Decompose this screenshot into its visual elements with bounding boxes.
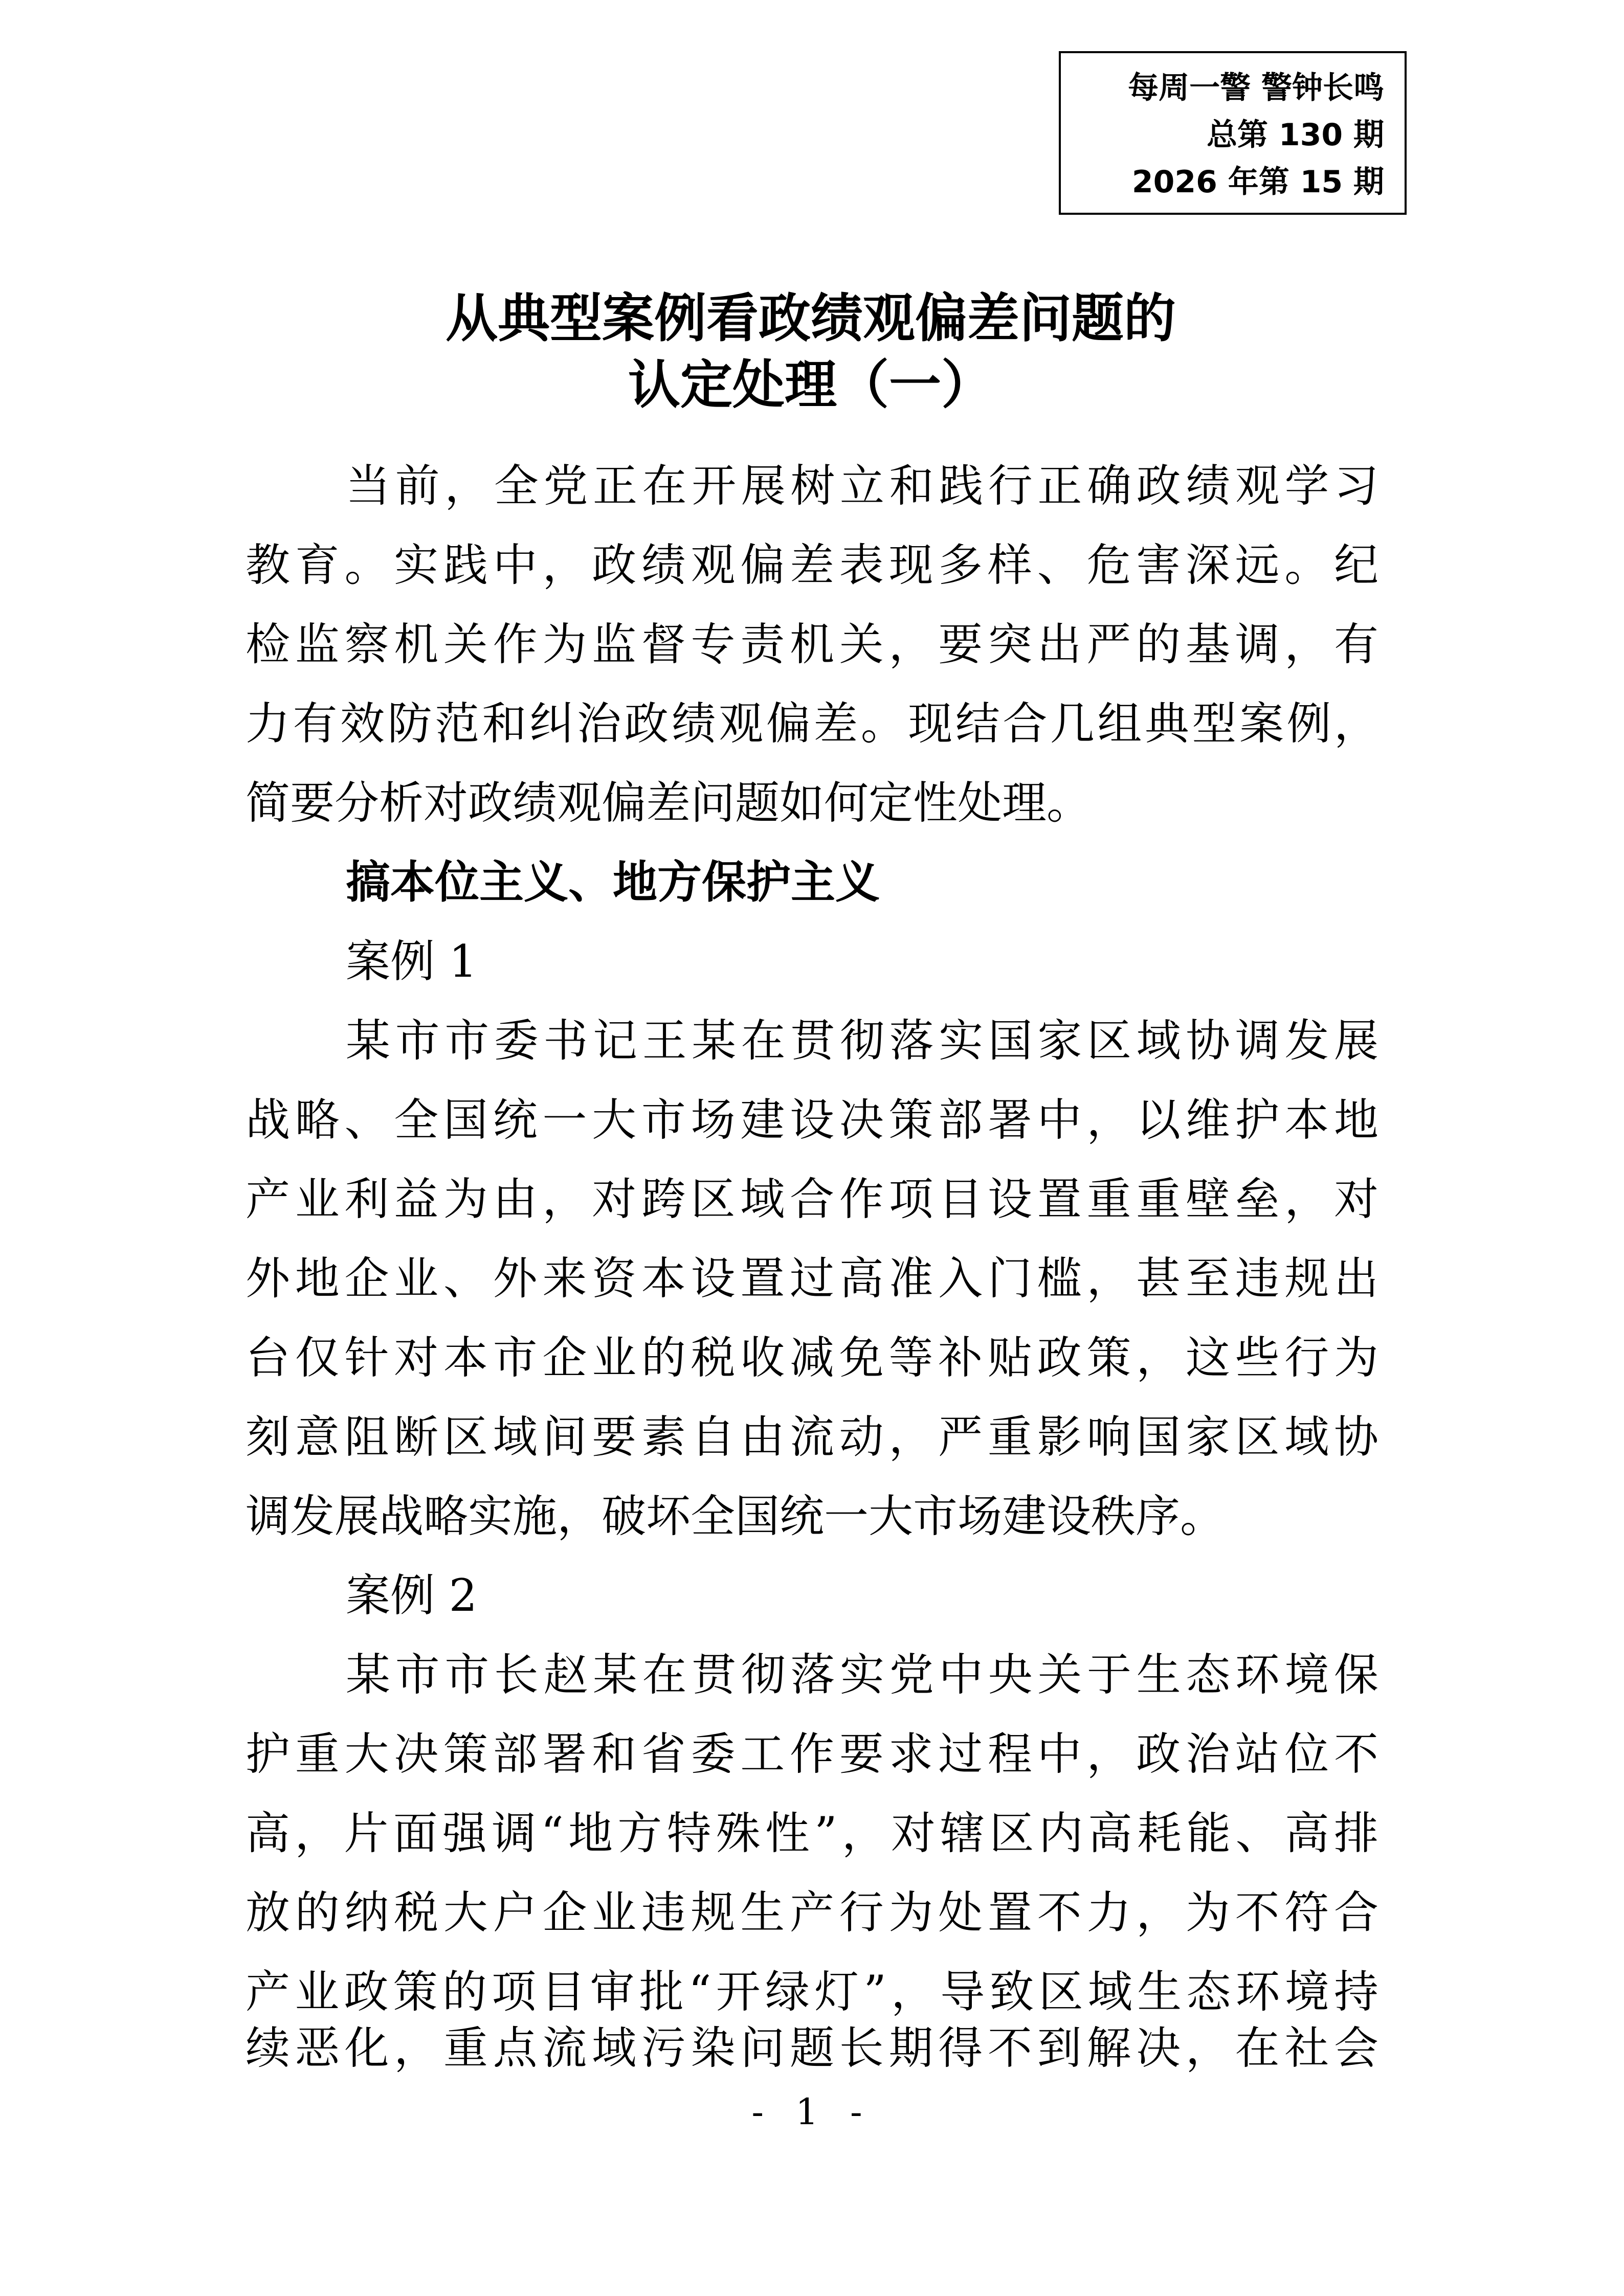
section-heading: 搞本位主义、地方保护主义 — [346, 856, 880, 908]
body-line: 刻意阻断区域间要素自由流动，严重影响国家区域协 — [246, 1411, 1378, 1463]
body-line: 某市市委书记王某在贯彻落实国家区域协调发展 — [346, 1015, 1378, 1067]
body-line: 战略、全国统一大市场建设决策部署中，以维护本地 — [246, 1094, 1378, 1146]
body-line: 护重大决策部署和省委工作要求过程中，政治站位不 — [246, 1728, 1378, 1780]
body-line: 放的纳税大户企业违规生产行为处置不力，为不符合 — [246, 1886, 1378, 1939]
page-number: - 1 - — [751, 2091, 873, 2133]
document-title-line-2: 认定处理（一） — [628, 354, 993, 416]
issue-header-box — [1059, 51, 1407, 215]
body-line: 检监察机关作为监督专责机关，要突出严的基调，有 — [246, 618, 1378, 670]
series-name: 每周一警 警钟长鸣 — [1128, 70, 1384, 106]
body-line: 调发展战略实施，破坏全国统一大市场建设秩序。 — [246, 1490, 1225, 1542]
case-label: 案例 2 — [346, 1569, 478, 1622]
body-line: 教育。实践中，政绩观偏差表现多样、危害深远。纪 — [246, 539, 1378, 591]
issue-number: 2026 年第 15 期 — [1131, 164, 1384, 200]
body-line: 外地企业、外来资本设置过高准入门槛，甚至违规出 — [246, 1252, 1378, 1304]
body-line: 高，片面强调“地方特殊性”，对辖区内高耗能、高排 — [246, 1807, 1378, 1859]
body-line: 台仅针对本市企业的税收减免等补贴政策，这些行为 — [246, 1332, 1378, 1384]
total-issue-number: 总第 130 期 — [1206, 117, 1384, 153]
body-line: 某市市长赵某在贯彻落实党中央关于生态环境保 — [346, 1649, 1378, 1701]
body-line: 续恶化，重点流域污染问题长期得不到解决，在社会 — [246, 2022, 1378, 2074]
body-line: 产业政策的项目审批“开绿灯”，导致区域生态环境持 — [246, 1966, 1378, 2018]
case-label: 案例 1 — [346, 935, 478, 987]
body-line: 力有效防范和纠治政绩观偏差。现结合几组典型案例， — [246, 697, 1378, 750]
body-line: 当前，全党正在开展树立和践行正确政绩观学习 — [346, 460, 1378, 512]
body-line: 简要分析对政绩观偏差问题如何定性处理。 — [246, 777, 1091, 829]
body-line: 产业利益为由，对跨区域合作项目设置重重壁垒，对 — [246, 1173, 1378, 1225]
document-title-line-1: 从典型案例看政绩观偏差问题的 — [446, 288, 1176, 349]
